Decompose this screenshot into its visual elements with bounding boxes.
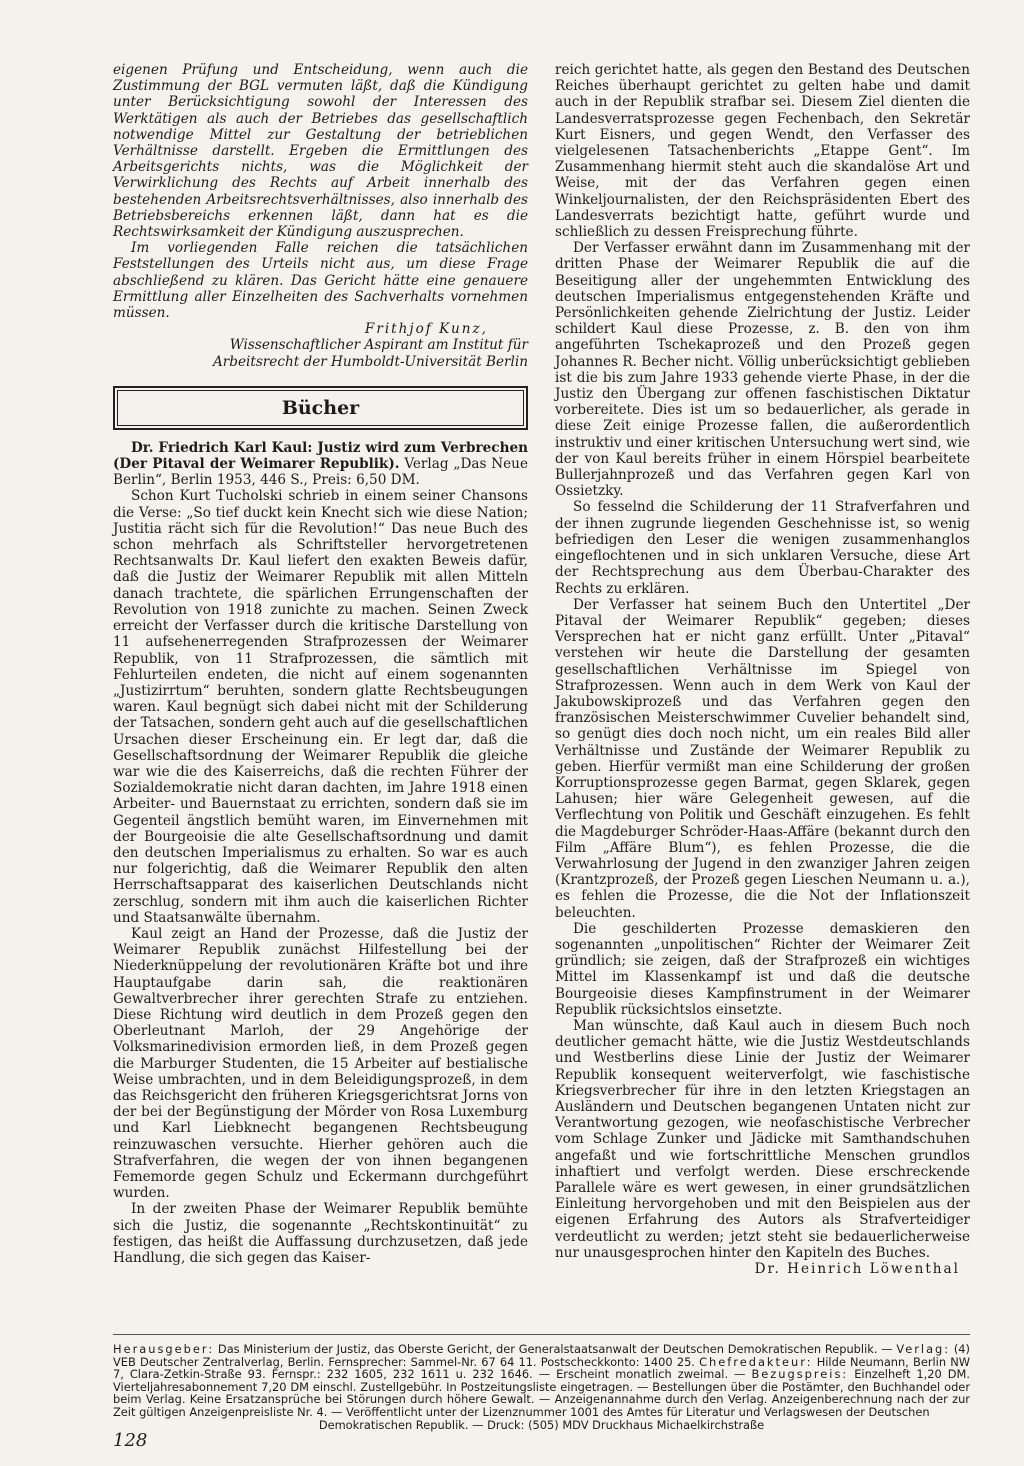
imprint-text: Das Ministerium der Justiz, das Oberste Gericht, der Generalstaatsanwalt der Deutschen Demokratischen Republik. — [214,1342,897,1356]
italic-paragraph: eigenen Prüfung und Entscheidung, wenn auch die Zustimmung der BGL vermuten läßt, daß die Kündigung unter Berücksichtigung sowohl der Interessen des Werktätigen als auch der Betriebes das gesellschaftlich notwendige Mittel zur Gestaltung der betrieblichen Verhältnisse darstellt. Ergeben die Ermittlungen des Arbeitsgerichts nichts, was die Möglichkeit der Verwirklichung des Rechts auf Arbeit innerhalb des bestehenden Arbeitsrechtsverhältnisses, also innerhalb des Betriebsbereichs erkennen läßt, dann hat es die Rechtswirksamkeit der Kündigung auszusprechen. [113,62,528,241]
section-heading-box [113,386,528,430]
imprint-text: Hilde Neumann, Berlin NW 7, Clara-Zetkin-Straße 93. Fernspr.: 232 1605, 232 1611 u. 232 1646. — Erscheint monatlich zweimal. — [113,1354,970,1382]
italic-paragraph: Im vorliegenden Falle reichen die tatsächlichen Feststellungen des Urteils nicht aus, um diese Frage abschließend zu klären. Das Gericht hätte eine genauere Ermittlung aller Einzelheiten des Sachverhalts vornehmen müssen. [113,240,528,322]
review-paragraph: Der Verfasser hat seinem Buch den Untertitel „Der Pitaval der Weimarer Republik“ gegeben; dieses Versprechen hat er nicht ganz erfüllt. Unter „Pitaval“ verstehen wir heute die Darstellung der gesamten gesellschaftlichen Verhältnisse im Spiegel von Strafprozessen. Wenn auch in dem Werk von Kaul der Jakubowskiprozeß und das Verfahren gegen den französischen Meisterschwimmer Cuvelier behandelt sind, so genügt dies doch noch nicht, um ein reales Bild aller Verhältnisse und Zustände der Weimarer Republik zu geben. Hierfür vermißt man eine Schilderung der großen Korruptionsprozesse gegen Barmat, gegen Sklarek, gegen Lahusen; hier wäre Gelegenheit gewesen, auf die Verflechtung von Politik und Geschäft einzugehen. Es fehlt die Magdeburger Schröder-Haas-Affäre (bekannt durch den Film „Affäre Blum“), es fehlen Prozesse, die die Verwahrlosung der Jugend in den zwanziger Jahren zeigen (Krantzprozeß, der Prozeß gegen Lieschen Neumann u. a.), es fehlen die Prozesse, die die Not der Inflationszeit beleuchten. [555,596,970,921]
imprint [113,1343,970,1431]
review-paragraph: In der zweiten Phase der Weimarer Republik bemühte sich die Justiz, die sogenannte „Rechtskontinuität“ zu festigen, das heißt die Auffassung durchzusetzen, daß jede Handlung, die sich gegen das Kaiser- [113,1201,528,1267]
imprint-last-line: Demokratischen Republik. — Druck: (505) MDV Druckhaus Michaelkirchstraße [318,1417,765,1432]
section-heading: Bücher [117,390,524,426]
review-paragraph: Man wünschte, daß Kaul auch in diesem Buch noch deutlicher gemacht hätte, wie die Justiz Westdeutschlands und Westberlins diese Linie der Justiz der Weimarer Republik konsequent weiterverfolgt, wie faschistische Kriegsverbrecher für ihre in den letzten Kriegstagen an Ausländern und Deutschen begangenen Untaten nicht zur Verantwortung gezogen, wie neofaschistische Verbrecher vom Schlage Zunker und Jädicke mit Samthandschuhen angefaßt und wie fortschrittliche Menschen grundlos inhaftiert und verfolgt werden. Diese erschreckende Parallele wäre es wert gewesen, in einer grundsätzlichen Einleitung hervorgehoben und mit den Beispielen aus der eigenen Erfahrung des Autors als Strafverteidiger verdeutlicht zu werden; jetzt steht sie bedauerlicherweise nur unausgesprochen hinter den Kapiteln des Buches. [555,1017,970,1261]
imprint-label: Bezugspreis: [751,1367,849,1382]
review-paragraph: Kaul zeigt an Hand der Prozesse, daß die Justiz der Weimarer Republik zunächst Hilfestellung bei der Niederknüppelung der revolutionären Kräfte bot und ihre Hauptaufgabe darin sah, die reaktionären Gewaltverbrecher ihrer gerechten Strafe zu entziehen. Diese Richtung wird deutlich in dem Prozeß gegen den Oberleutnant Marloh, der 29 Angehörige der Volksmarinedivision ermorden ließ, in dem Prozeß gegen die Marburger Studenten, die 15 Arbeiter auf bestialische Weise umbrachten, und in dem Beleidigungsprozeß, in dem das Reichsgericht den früheren Kriegsgerichtsrat Jorns von der bei der Begünstigung der Mörder von Rosa Luxemburg und Karl Liebknecht begangenen Rechtsbeugung reinzuwaschen versuchte. Hierher gehören auch die Strafverfahren, die wegen der von ihnen begangenen Fememorde gegen Schulz und Eckermann durchgeführt wurden. [113,925,528,1202]
page-number: 128 [113,1430,148,1451]
author-signature-kunz [113,321,528,370]
imprint-label: Chefredakteur: [699,1354,813,1369]
book-title: Dr. Friedrich Karl Kaul: Justiz wird zum Verbrechen (Der Pitaval der Weimarer Republik). [113,439,528,473]
imprint-label: Herausgeber: [113,1342,215,1356]
review-paragraph: Der Verfasser erwähnt dann im Zusammenhang mit der dritten Phase der Weimarer Republik die auf die Beseitigung aller der ungehemmten Entwicklung des deutschen Imperialismus entgegenstehenden Kräfte und Persönlichkeiten gehende Zielrichtung der Justiz. Leider schildert Kaul diese Prozesse, z. B. den von ihm angeführten Tschekaprozeß und den Prozeß gegen Johannes R. Becher nicht. Völlig unberücksichtigt geblieben ist die bis zum Jahre 1933 gehende vierte Phase, in der die Justiz den Übergang zur offenen faschistischen Diktatur vorbereitete. Dies ist um so bedauerlicher, als gerade in diese Zeit einige Prozesse fallen, die außerordentlich instruktiv und einer kritischen Untersuchung wert sind, wie der von Kaul bereits früher in einem Hörspiel bearbeitete Bullerjahnprozeß und das Verfahren gegen Karl von Ossietzky. [555,240,971,500]
signature-affiliation: Wissenschaftlicher Aspirant am Institut für [229,337,528,354]
signature-affiliation: Arbeitsrecht der Humboldt-Universität Berlin [212,353,528,370]
right-column [555,62,970,1277]
review-paragraph: So fesselnd die Schilderung der 11 Strafverfahren und der ihnen zugrunde liegenden Geschehnisse ist, so wenig befriedigen den Leser die wenigen zusammenhanglos eingeflochtenen und in sich unklaren Versuche, diese Art der Rechtsprechung aus dem Überbau-Charakter des Rechts zu erklären. [555,499,970,597]
imprint-text: (4) VEB Deutscher Zentralverlag, Berlin. Fernsprecher: Sammel-Nr. 67 64 11. Postscheckkonto: 1400 25. [113,1342,970,1369]
italic-section [113,62,528,321]
review-paragraph: reich gerichtet hatte, als gegen den Bestand des Deutschen Reiches überhaupt gerichtet zu gelten habe und damit auch in der Republik strafbar sei. Diesem Ziel dienten die Landesverratsprozesse gegen Fechenbach, den Sekretär Kurt Eisners, und gegen Wendt, den Verfasser des vielgelesenen Tatsachenberichts „Etappe Gent“. Im Zusammenhang hiermit steht auch die skandalöse Art und Weise, mit der das Verfahren gegen einen Winkeljournalisten, der den Reichspräsidenten Ebert des Landesverrats bezichtigt hatte, geführt wurde und schließlich zu dessen Freisprechung führte. [555,62,970,241]
signature-name: Frithjof Kunz, [364,321,488,338]
review-paragraph: Schon Kurt Tucholski schrieb in einem seiner Chansons die Verse: „So tief duckt kein Knecht sich wie diese Nation; Justitia rächt sich für die Revolution!“ Das neue Buch des schon mehrfach als Schriftsteller hervorgetretenen Rechtsanwalts Dr. Kaul liefert den exakten Beweis dafür, daß die Justiz der Weimarer Republik mit allen Mitteln danach trachtete, die spärlichen Errungenschaften der Revolution von 1918 zunichte zu machen. Seinen Zweck erreicht der Verfasser durch die kritische Darstellung von 11 aufsehenerregenden Strafprozessen der Weimarer Republik, von 11 Strafprozessen, die sämtlich mit Fehlurteilen endeten, die nicht auf einem sogenannten „Justizirrtum“ beruhten, sondern glatte Rechtsbeugungen waren. Kaul begnügt sich dabei nicht mit der Schilderung der Tatsachen, sondern geht auch auf die gesellschaftlichen Ursachen dieser Erscheinung ein. Er legt dar, daß die Gesellschaftsordnung der Weimarer Republik die gleiche war wie die des Kaiserreichs, daß die rechten Führer der Sozialdemokratie nicht daran dachten, im Jahre 1918 einen Arbeiter- und Bauernstaat zu errichten, sondern daß sie im Gegenteil ängstlich bemüht waren, im Einvernehmen mit der Bourgeoisie die alte Gesellschaftsordnung und damit den deutschen Imperialismus zu erhalten. So war es auch nur folgerichtig, daß die Weimarer Republik den alten Herrschaftsapparat des kaiserlichen Deutschlands nicht zerschlug, sondern mit ihm auch die kaiserlichen Richter und Staatsanwälte übernahm. [113,488,529,926]
author-signature-loewenthal: Dr. Heinrich Löwenthal [754,1261,960,1278]
imprint-text: Einzelheft 1,20 DM. Vierteljahresabonnement 7,20 DM einschl. Zustellgebühr. In Postzeitungsliste eingetragen. — Bestellungen über die Postämter, den Buchhandel oder beim Verlag. Keine Ersatzansprüche bei Störungen durch höhere Gewalt. — Anzeigenannahme durch den Verlag. Anzeigenberechnung nach der zur Zeit gültigen Anzeigenpreisliste Nr. 4. — Veröffentlicht unter der Lizenznummer 1001 des Amtes für Literatur und Verlagswesen der Deutschen [113,1367,970,1419]
imprint-label: Verlag: [896,1342,951,1356]
left-column [113,62,528,1266]
book-bibliography [113,440,528,489]
book-publisher: Verlag „Das Neue Berlin“, Berlin 1953, 446 S., Preis: 6,50 DM. [113,456,528,489]
review-paragraph: Die geschilderten Prozesse demaskieren den sogenannten „unpolitischen“ Richter der Weimarer Zeit gründlich; sie zeigen, daß der Strafprozeß ein wichtiges Mittel im Klassenkampf ist und daß die deutsche Bourgeoisie dieses Kampfinstrument in der Weimarer Republik rücksichtslos einsetzte. [555,920,970,1018]
imprint-divider [113,1334,970,1335]
